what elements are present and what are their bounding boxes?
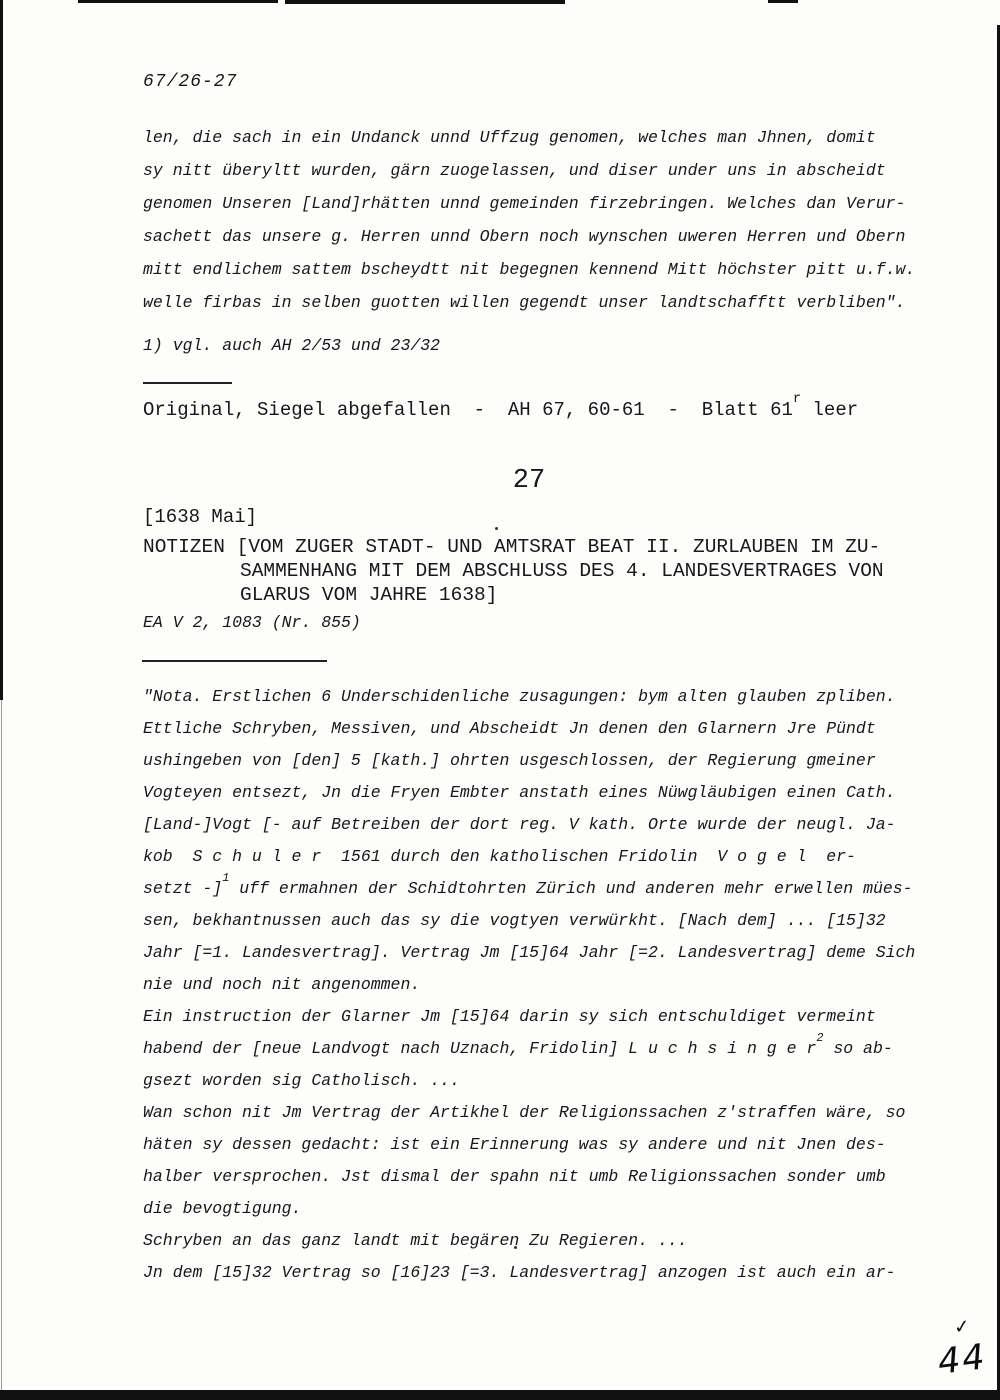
transcription-continued-paragraph [143,121,915,319]
transcription-body [143,681,915,1289]
text-line: nie und noch nit angenommen. [143,975,421,994]
text-line: ushingeben von [den] 5 [kath.] ohrten usgeschlossen, der Regierung gmeiner [143,751,876,770]
handwritten-checkmark: ✓ [952,1315,972,1339]
text-line: Ettliche Schryben, Messiven, und Abscheidt Jn denen den Glarnern Jre Pündt [143,719,876,738]
text-line: "Nota. Erstlichen 6 Underschidenliche zusagungen: bym alten glauben zpliben. [143,687,896,706]
text-line: mitt endlichem sattem bscheydtt nit begegnen kennend Mitt höchster pitt u.f.w. [143,260,916,279]
scan-edge-left-faint [1,700,2,1390]
entry-title [143,535,884,607]
text-line: häten sy dessen gedacht: ist ein Erinnerung was sy andere und nit Jnen des- [143,1135,886,1154]
text-line: Vogteyen entsezt, Jn die Fryen Embter anstath eines Nüwgläubigen einen Cath. [143,783,896,802]
separator-rule [143,382,232,384]
text-line: die bevogtigung. [143,1199,302,1218]
text-line: sachett das unsere g. Herren unnd Obern noch wynschen uweren Herren und Obern [143,227,906,246]
scan-speck [495,527,498,530]
text-line: setzt -]$^1$ uff ermahnen der Schidtohrten Zürich und anderen mehr erwellen mües- [143,871,913,898]
superscript-note-marker: 2 [816,1031,824,1046]
entry-date: [1638 Mai] [143,506,258,528]
text-line: NOTIZEN [VOM ZUGER STADT- UND AMTSRAT BEAT II. ZURLAUBEN IM ZU- [143,536,881,558]
text-line: gsezt worden sig Catholisch. ... [143,1071,460,1090]
text-line: halber versprochen. Jst dismal der spahn nit umb Religionssachen sonder umb [143,1167,886,1186]
text-line: Schryben an das ganz landt mit begären Zu Regieren. ... [143,1231,688,1250]
superscript-note-marker: 1 [222,871,230,886]
text-line: Original, Siegel abgefallen - AH 67, 60-61 - Blatt 61$^r$ leer [143,391,859,421]
text-line: Jn dem [15]32 Vertrag so [16]23 [=3. Landesvertrag] anzogen ist auch ein ar- [143,1263,896,1282]
text-line: Wan schon nit Jm Vertrag der Artikhel der Religionssachen z'straffen wäre, so [143,1103,906,1122]
folio-reference: 67/26-27 [143,72,238,92]
scan-edge-top [78,0,278,3]
text-line: sy nitt überyltt wurden, gärn zuogelassen, und diser under uns in abscheidt [143,161,886,180]
scan-edge-top [768,0,798,3]
superscript-note-marker: r [792,391,802,407]
text-line: genomen Unseren [Land]rhätten unnd gemeinden firzebringen. Welches dan Verur- [143,194,906,213]
footnote-reference: 1) vgl. auch AH 2/53 und 23/32 [143,336,441,355]
entry-number: 27 [512,466,546,496]
text-line: habend der [neue Landvogt nach Uznach, Fridolin] L u c h s i n g e $r^2$ so ab- [143,1031,893,1058]
provenance-line [143,391,859,423]
text-line: SAMMENHANG MIT DEM ABSCHLUSS DES 4. LANDESVERTRAGES VON [240,560,884,582]
scan-edge-bottom [0,1390,1000,1400]
text-line: sen, bekhantnussen auch das sy die vogtyen verwürkht. [Nach dem] ... [15]32 [143,911,886,930]
handwritten-page-number: 44 [935,1337,989,1383]
text-line: welle firbas in selben guotten willen gegendt unser landtschafftt verbliben". [143,293,906,312]
text-line: len, die sach in ein Undanck unnd Uffzug genomen, welches man Jhnen, domit [143,128,876,147]
text-line: kob S c h u l e r 1561 durch den katholischen Fridolin V o g e l er- [143,847,856,866]
text-line: Jahr [=1. Landesvertrag]. Vertrag Jm [15]64 Jahr [=2. Landesvertrag] deme Sich [143,943,916,962]
text-line: [Land-]Vogt [- auf Betreiben der dort reg. V kath. Orte wurde der neugl. Ja- [143,815,896,834]
text-line: GLARUS VOM JAHRE 1638] [240,584,498,606]
text-line: Ein instruction der Glarner Jm [15]64 darin sy sich entschuldiget vermeint [143,1007,876,1026]
scan-edge-top [285,0,565,4]
scan-edge-left [0,0,3,700]
source-reference: EA V 2, 1083 (Nr. 855) [143,613,361,632]
separator-rule [142,660,327,662]
